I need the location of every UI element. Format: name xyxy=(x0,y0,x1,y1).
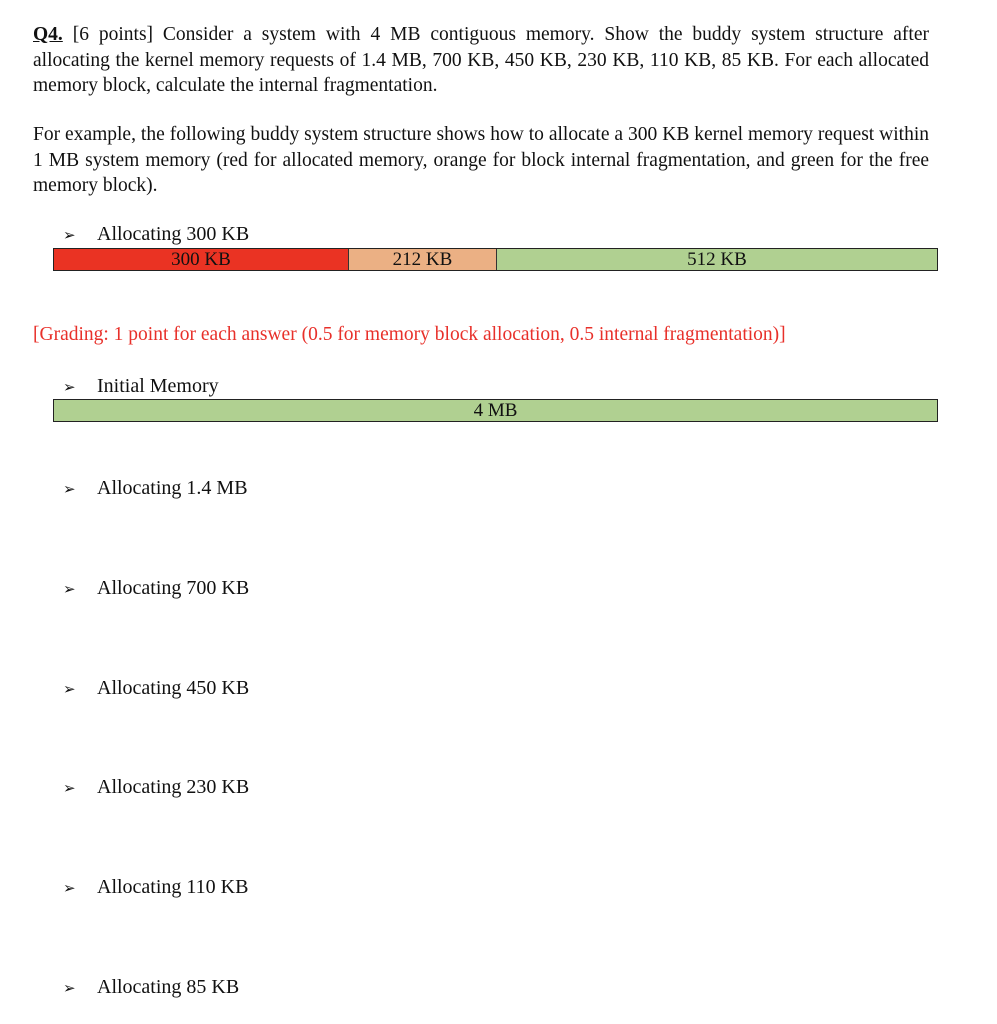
step-label: Allocating 1.4 MB xyxy=(97,477,248,499)
question-paragraph xyxy=(33,22,929,99)
question-text: [6 points] Consider a system with 4 MB contiguous memory. Show the buddy system structure after allocating the kernel memory requests of 1.4 MB, 700 KB, 450 KB, 230 KB, 110 KB, 85 KB. For each allocated memory block, calculate the internal fragmentation. xyxy=(33,24,929,96)
arrow-bullet-icon: ➢ xyxy=(63,226,76,244)
arrow-bullet-icon: ➢ xyxy=(63,378,76,396)
step-label: Allocating 450 KB xyxy=(97,677,250,699)
grading-note: [Grading: 1 point for each answer (0.5 for memory block allocation, 0.5 internal fragmentation)] xyxy=(33,324,786,345)
step-label: Allocating 110 KB xyxy=(97,876,249,898)
step-allocating-450kb xyxy=(63,676,249,701)
initial-heading xyxy=(63,374,219,399)
example-memory-bar xyxy=(53,248,938,271)
step-label: Allocating 230 KB xyxy=(97,776,250,798)
arrow-bullet-icon: ➢ xyxy=(63,680,76,698)
example-heading xyxy=(63,222,249,247)
arrow-bullet-icon: ➢ xyxy=(63,879,76,897)
arrow-bullet-icon: ➢ xyxy=(63,779,76,797)
initial-free-block: 4 MB xyxy=(54,400,937,421)
example-free-block: 512 KB xyxy=(496,249,937,270)
step-label: Allocating 700 KB xyxy=(97,577,250,599)
example-heading-label: Allocating 300 KB xyxy=(97,223,250,245)
question-number: Q4. xyxy=(33,24,63,45)
initial-memory-bar xyxy=(53,399,938,422)
step-allocating-110kb xyxy=(63,875,248,900)
step-allocating-700kb xyxy=(63,576,249,601)
step-allocating-230kb xyxy=(63,775,249,800)
arrow-bullet-icon: ➢ xyxy=(63,480,76,498)
example-paragraph: For example, the following buddy system structure shows how to allocate a 300 KB kernel memory request within 1 MB system memory (red for allocated memory, orange for block internal fragmentation, and green for the free memory block). xyxy=(33,124,929,196)
step-allocating-85kb xyxy=(63,975,239,1000)
arrow-bullet-icon: ➢ xyxy=(63,979,76,997)
initial-heading-label: Initial Memory xyxy=(97,375,219,397)
step-label: Allocating 85 KB xyxy=(97,976,240,998)
step-allocating-1-4mb xyxy=(63,476,248,501)
example-allocated-block: 300 KB xyxy=(54,249,348,270)
arrow-bullet-icon: ➢ xyxy=(63,580,76,598)
example-fragmentation-block: 212 KB xyxy=(348,249,496,270)
